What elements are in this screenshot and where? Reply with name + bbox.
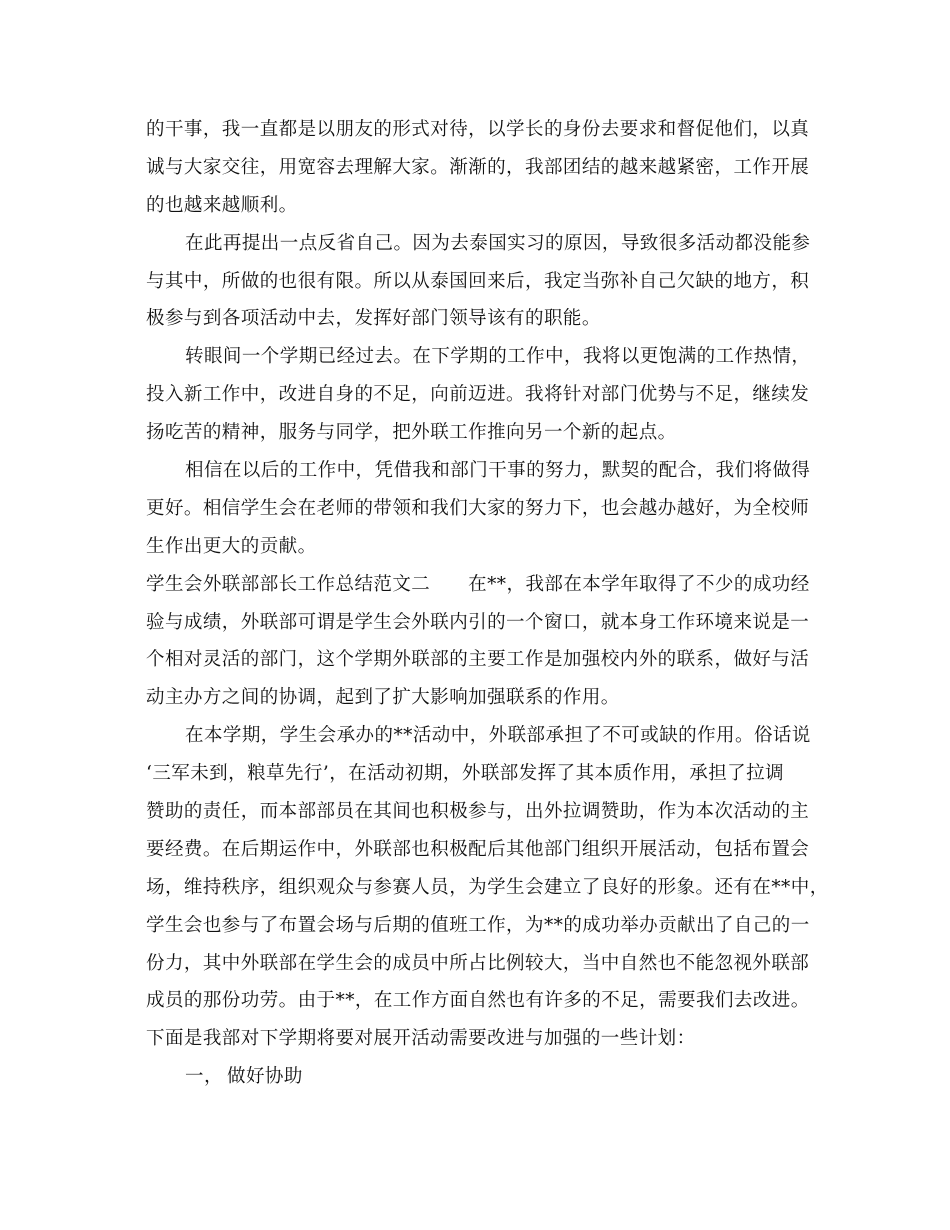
paragraph-line: 下面是我部对下学期将要对展开活动需要改进与加强的一些计划：	[146, 1028, 696, 1050]
paragraph-line: 投入新工作中，改进自身的不足，向前迈进。我将针对部门优势与不足，继续发	[146, 384, 810, 406]
numbered-list-item	[146, 1058, 806, 1096]
paragraph-line: 与其中，所做的也很有限。所以从泰国回来后，我定当弥补自己欠缺的地方，积	[146, 270, 810, 292]
paragraph-line: 成员的那份功劳。由于**，在工作方面自然也有许多的不足，需要我们去改进。	[146, 990, 810, 1012]
paragraph-line: 在此再提出一点反省自己。因为去泰国实习的原因，导致很多活动都没能参	[185, 232, 811, 254]
paragraph-line: 份力，其中外联部在学生会的成员中所占比例较大，当中自然也不能忽视外联部	[146, 952, 810, 974]
paragraph-line: 赞助的责任，而本部部员在其间也积极参与，出外拉调赞助，作为本次活动的主	[146, 801, 810, 823]
paragraph-line: 的也越来越顺利。	[146, 194, 298, 216]
paragraph-line: 更好。相信学生会在老师的带领和我们大家的努力下，也会越办越好，为全校师	[146, 497, 810, 519]
paragraph-line: 的干事，我一直都是以朋友的形式对待，以学长的身份去要求和督促他们，以真	[146, 119, 810, 140]
body-text	[146, 111, 829, 1096]
paragraph-line: 场，维持秩序，组织观众与参赛人员，为学生会建立了良好的形象。还有在**中，	[146, 876, 829, 898]
paragraph-line: ‘三军未到，粮草先行’，在活动初期，外联部发挥了其本质作用，承担了拉调	[146, 763, 785, 785]
section-heading-line: 学生会外联部部长工作总结范文二 在**，我部在本学年取得了不少的成功经	[146, 573, 810, 595]
paragraph-line: 学生会也参与了布置会场与后期的值班工作，为**的成功举办贡献出了自己的一	[146, 914, 810, 936]
paragraph-line: 扬吃苦的精神，服务与同学，把外联工作推向另一个新的起点。	[146, 422, 677, 444]
paragraph-line: 转眼间一个学期已经过去。在下学期的工作中，我将以更饱满的工作热情，	[185, 346, 811, 368]
paragraph-line: 相信在以后的工作中，凭借我和部门干事的努力，默契的配合，我们将做得	[185, 460, 811, 482]
paragraph-line: 极参与到各项活动中去，发挥好部门领导该有的职能。	[146, 308, 601, 330]
list-item-text: 做好协助	[227, 1066, 303, 1088]
list-item-number: 一，	[185, 1066, 223, 1088]
paragraph-line: 验与成绩，外联部可谓是学生会外联内引的一个窗口，就本身工作环境来说是一	[146, 611, 810, 633]
paragraph-line: 诚与大家交往，用宽容去理解大家。渐渐的，我部团结的越来越紧密，工作开展	[146, 156, 810, 178]
paragraph-line: 个相对灵活的部门，这个学期外联部的主要工作是加强校内外的联系，做好与活	[146, 649, 810, 671]
paragraph-line: 要经费。在后期运作中，外联部也积极配后其他部门组织开展活动，包括布置会	[146, 838, 810, 860]
paragraph-line: 生作出更大的贡献。	[146, 535, 317, 557]
paragraph-line: 动主办方之间的协调，起到了扩大影响加强联系的作用。	[146, 687, 620, 709]
paragraph-line: 在本学期，学生会承办的**活动中，外联部承担了不可或缺的作用。俗话说	[185, 725, 811, 747]
